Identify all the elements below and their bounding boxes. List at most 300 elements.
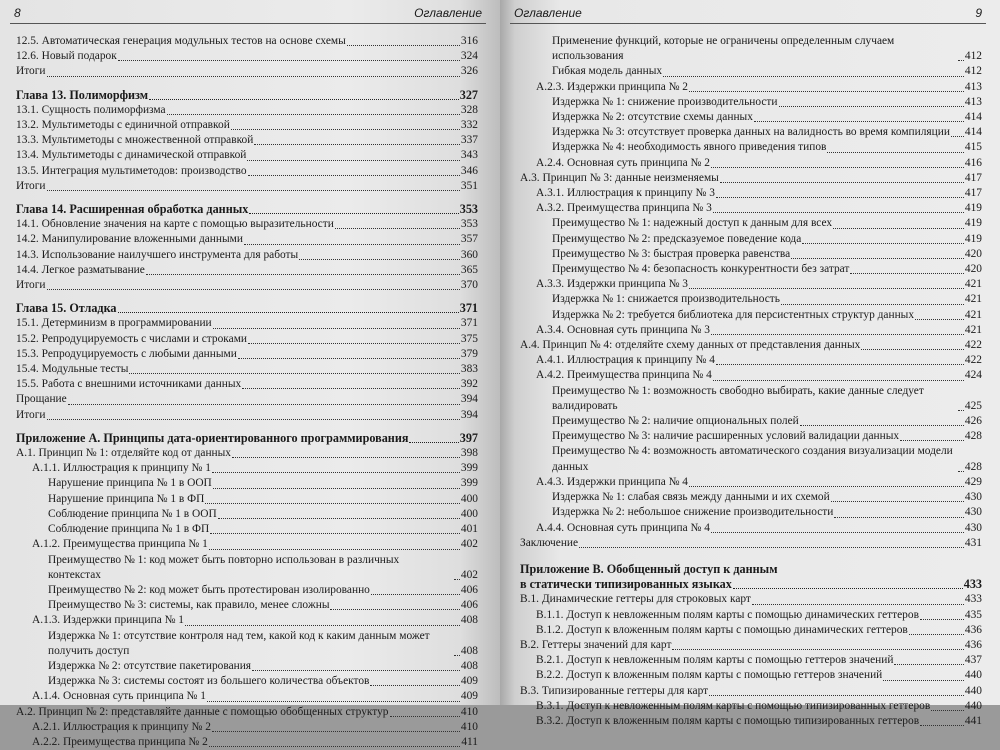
toc-entry[interactable] xyxy=(520,308,982,323)
toc-entry[interactable] xyxy=(520,699,982,714)
toc-entry-title: Преимущество № 1: код может быть повторно использован в различных контекстах xyxy=(48,553,400,581)
toc-chapter-entry[interactable] xyxy=(520,577,982,592)
toc-page-number: 430 xyxy=(964,506,982,519)
toc-page-number: 400 xyxy=(460,492,478,505)
dot-leader xyxy=(207,701,460,702)
toc-entry-title: 14.1. Обновление значения на карте с помощью выразительности xyxy=(16,218,334,231)
dot-leader xyxy=(909,634,964,635)
toc-page-number: 326 xyxy=(460,65,478,78)
toc-entry[interactable] xyxy=(520,444,982,474)
dot-leader xyxy=(231,129,460,130)
toc-page-number: 420 xyxy=(964,247,982,260)
dot-leader xyxy=(716,364,964,365)
toc-entry[interactable] xyxy=(16,232,478,247)
toc-page-number: 343 xyxy=(460,149,478,162)
dot-leader xyxy=(129,373,460,374)
toc-entry-title: Преимущество № 3: наличие расширенных условий валидации данных xyxy=(552,430,900,443)
toc-page-number: 409 xyxy=(460,675,478,688)
toc-entry-title: Приложение А. Принципы дата-ориентированного программирования xyxy=(16,430,409,445)
toc-page-number: 426 xyxy=(964,415,982,428)
toc-entry-title: А.4.1. Иллюстрация к принципу № 4 xyxy=(536,354,715,367)
toc-page-number: 402 xyxy=(460,538,478,551)
toc-entry-title: Преимущество № 1: возможность свободно выбирать, какие данные следует валидировать xyxy=(552,384,924,412)
toc-entry-title: В.1.2. Доступ к вложенным полям карты с помощью динамических геттеров xyxy=(536,623,908,636)
toc-page-number: 417 xyxy=(964,171,982,184)
dot-leader xyxy=(149,99,459,100)
toc-entry-title: 15.1. Детерминизм в программировании xyxy=(16,317,212,330)
toc-page-number: 383 xyxy=(460,363,478,376)
dot-leader xyxy=(244,244,460,245)
right-page xyxy=(500,0,1000,727)
dot-leader xyxy=(370,685,460,686)
page-header xyxy=(0,6,500,26)
dot-leader xyxy=(894,664,963,665)
toc-page-number: 417 xyxy=(964,187,982,200)
toc-page-number: 360 xyxy=(460,248,478,261)
dot-leader xyxy=(118,60,460,61)
toc-entry-title: В.3.2. Доступ к вложенным полям карты с помощью типизированных геттеров xyxy=(536,714,920,727)
toc-entry-title: Итоги xyxy=(16,279,46,292)
dot-leader xyxy=(248,343,460,344)
toc-entry-title: А.2.2. Преимущества принципа № 2 xyxy=(32,735,208,748)
toc-entry[interactable] xyxy=(520,429,982,444)
toc-entry[interactable] xyxy=(16,103,478,118)
toc-page-number: 436 xyxy=(964,623,982,636)
toc-page-number: 327 xyxy=(459,87,478,102)
toc-entry[interactable] xyxy=(520,247,982,262)
dot-leader xyxy=(781,304,964,305)
toc-page-number: 421 xyxy=(964,278,982,291)
toc-entry-title: А.2. Принцип № 2: представляйте данные с помощью обобщенных структур xyxy=(16,705,389,718)
dot-leader xyxy=(47,76,460,77)
toc-entry-title: А.4.2. Преимущества принципа № 4 xyxy=(536,369,712,382)
toc-entry-title: Глава 14. Расширенная обработка данных xyxy=(16,202,249,217)
toc-page-number: 437 xyxy=(964,654,982,667)
toc-page-number: 351 xyxy=(460,179,478,192)
dot-leader xyxy=(915,319,964,320)
dot-leader xyxy=(720,182,964,183)
toc-page-number: 406 xyxy=(460,583,478,596)
toc-entry[interactable] xyxy=(16,735,478,750)
toc-page-number: 419 xyxy=(964,217,982,230)
toc-entry[interactable] xyxy=(16,598,478,613)
toc-page-number: 433 xyxy=(963,577,982,592)
toc-page-number: 414 xyxy=(964,111,982,124)
toc-page-number: 415 xyxy=(964,141,982,154)
dot-leader xyxy=(689,288,964,289)
toc-entry[interactable] xyxy=(520,490,982,505)
dot-leader xyxy=(212,472,460,473)
dot-leader xyxy=(827,152,963,153)
toc-entry[interactable] xyxy=(520,292,982,307)
dot-leader xyxy=(883,680,964,681)
toc-entry-title: А.3. Принцип № 3: данные неизменяемы xyxy=(520,171,719,184)
toc-entry-title: 15.5. Работа с внешними источниками данных xyxy=(16,378,242,391)
toc-entry[interactable] xyxy=(520,80,982,95)
toc-entry-title: А.3.1. Иллюстрация к принципу № 3 xyxy=(536,187,715,200)
toc-page-number: 430 xyxy=(964,521,982,534)
toc-page-number: 410 xyxy=(460,705,478,718)
dot-leader xyxy=(752,604,964,605)
dot-leader xyxy=(252,670,460,671)
toc-entry[interactable] xyxy=(520,536,982,551)
toc-entry-title: В.2.2. Доступ к вложенным полям карты с помощью геттеров значений xyxy=(536,669,883,682)
dot-leader xyxy=(209,549,460,550)
toc-entry-title: Итоги xyxy=(16,408,46,421)
toc-entry-title: Прощание xyxy=(16,393,67,406)
toc-page-number: 430 xyxy=(964,491,982,504)
toc-page-number: 436 xyxy=(964,638,982,651)
dot-leader xyxy=(454,579,460,580)
toc-entry[interactable] xyxy=(520,201,982,216)
toc-entry[interactable] xyxy=(16,278,478,293)
toc-entry[interactable] xyxy=(520,475,982,490)
toc-entry-title: 12.5. Автоматическая генерация модульных тестов на основе схемы xyxy=(16,35,346,47)
toc-entry[interactable] xyxy=(16,332,478,347)
running-title: Оглавление xyxy=(514,6,582,20)
toc-entry-title: Преимущество № 4: возможность автоматического создания визуализации модели данных xyxy=(552,445,953,473)
dot-leader xyxy=(330,609,459,610)
toc-page-number: 408 xyxy=(460,659,478,672)
toc-entry-title: Нарушение принципа № 1 в ФП xyxy=(48,492,205,505)
dot-leader xyxy=(254,144,460,145)
toc-page-number: 337 xyxy=(460,134,478,147)
page-header xyxy=(500,6,1000,26)
toc-chapter-entry[interactable] xyxy=(16,301,478,316)
dot-leader xyxy=(920,725,964,726)
dot-leader xyxy=(205,503,460,504)
toc-page-number: 440 xyxy=(964,684,982,697)
toc-page-number: 422 xyxy=(964,339,982,352)
toc-entry[interactable] xyxy=(520,95,982,110)
toc-entry[interactable] xyxy=(16,522,478,537)
toc-entry[interactable] xyxy=(520,714,982,729)
dot-leader xyxy=(248,175,460,176)
toc-entry[interactable] xyxy=(520,368,982,383)
toc-page-number: 353 xyxy=(459,202,478,217)
toc-entry-title: 15.2. Репродуцируемость с числами и строками xyxy=(16,332,248,345)
toc-entry[interactable] xyxy=(16,316,478,331)
toc-entry[interactable] xyxy=(16,164,478,179)
toc-entry[interactable] xyxy=(16,179,478,194)
dot-leader xyxy=(779,106,964,107)
dot-leader xyxy=(689,91,964,92)
toc-entry-title: 13.3. Мультиметоды с множественной отправкой xyxy=(16,134,254,147)
toc-entry-title: Преимущество № 2: наличие опциональных полей xyxy=(552,415,799,428)
dot-leader xyxy=(68,404,460,405)
toc-entry[interactable] xyxy=(520,353,982,368)
toc-entry-title: Издержка № 2: отсутствие пакетирования xyxy=(48,659,252,672)
toc-list xyxy=(520,34,982,729)
toc-page-number: 332 xyxy=(460,119,478,132)
toc-page-number: 316 xyxy=(460,35,478,47)
toc-entry-title: Издержка № 1: снижение производительности xyxy=(552,95,778,108)
toc-entry-title: Глава 13. Полиморфизм xyxy=(16,87,149,102)
dot-leader xyxy=(249,213,458,214)
toc-entry-title: Соблюдение принципа № 1 в ФП xyxy=(48,523,210,536)
dot-leader xyxy=(900,440,964,441)
dot-leader xyxy=(850,273,964,274)
toc-chapter-entry[interactable] xyxy=(16,431,478,446)
toc-page-number: 414 xyxy=(964,126,982,139)
toc-page-number: 428 xyxy=(964,430,982,443)
toc-entry[interactable] xyxy=(520,608,982,623)
toc-entry-title: А.4.3. Издержки принципа № 4 xyxy=(536,475,689,488)
toc-entry[interactable] xyxy=(520,64,982,79)
toc-entry[interactable] xyxy=(520,638,982,653)
toc-page-number: 412 xyxy=(964,65,982,78)
toc-entry[interactable] xyxy=(16,629,478,659)
toc-entry[interactable] xyxy=(16,507,478,522)
dot-leader xyxy=(371,594,460,595)
toc-entry-title: Преимущество № 2: предсказуемое поведение кода xyxy=(552,232,802,245)
dot-leader xyxy=(733,588,963,589)
toc-entry-title: Издержка № 1: снижается производительность xyxy=(552,293,780,306)
dot-leader xyxy=(920,619,964,620)
dot-leader xyxy=(347,45,460,46)
dot-leader xyxy=(951,136,964,137)
dot-leader xyxy=(579,547,964,548)
toc-page-number: 371 xyxy=(459,301,478,316)
toc-page-number: 346 xyxy=(460,164,478,177)
toc-entry-title: Глава 15. Отладка xyxy=(16,301,117,316)
toc-entry[interactable] xyxy=(520,653,982,668)
toc-entry[interactable] xyxy=(520,277,982,292)
toc-entry[interactable] xyxy=(16,461,478,476)
toc-entry[interactable] xyxy=(16,362,478,377)
toc-entry[interactable] xyxy=(16,392,478,407)
toc-page-number: 421 xyxy=(964,323,982,336)
toc-entry-title: Издержка № 4: необходимость явного приведения типов xyxy=(552,141,827,154)
toc-entry[interactable] xyxy=(16,553,478,583)
dot-leader xyxy=(335,228,460,229)
toc-page-number: 411 xyxy=(461,735,478,748)
toc-entry-title: Издержка № 2: отсутствие схемы данных xyxy=(552,111,753,124)
toc-appendix-title: Приложение B. Обобщенный доступ к данным xyxy=(520,561,778,576)
toc-entry-title: Соблюдение принципа № 1 в ООП xyxy=(48,507,217,520)
toc-entry[interactable] xyxy=(16,248,478,263)
toc-entry-title: 13.2. Мультиметоды с единичной отправкой xyxy=(16,119,230,132)
toc-entry-title: Итоги xyxy=(16,179,46,192)
toc-entry[interactable] xyxy=(16,217,478,232)
dot-leader xyxy=(213,328,460,329)
toc-entry-title: А.3.4. Основная суть принципа № 3 xyxy=(536,323,710,336)
toc-page-number: 440 xyxy=(964,699,982,712)
toc-entry-title: Заключение xyxy=(520,536,579,549)
toc-entry[interactable] xyxy=(520,414,982,429)
toc-entry[interactable] xyxy=(16,347,478,362)
toc-entry-title: А.3.2. Преимущества принципа № 3 xyxy=(536,202,712,215)
toc-entry-title: В.2. Геттеры значений для карт xyxy=(520,638,672,651)
toc-entry[interactable] xyxy=(16,133,478,148)
toc-entry[interactable] xyxy=(520,156,982,171)
toc-entry-title: Издержка № 1: слабая связь между данными и их схемой xyxy=(552,491,830,504)
dot-leader xyxy=(47,190,460,191)
toc-entry[interactable] xyxy=(16,613,478,628)
toc-entry[interactable] xyxy=(520,34,982,64)
toc-entry[interactable] xyxy=(520,216,982,231)
dot-leader xyxy=(247,160,460,161)
toc-entry[interactable] xyxy=(16,705,478,720)
toc-page-number: 421 xyxy=(964,293,982,306)
toc-entry-title: в статически типизированных языках xyxy=(520,577,732,592)
toc-entry[interactable] xyxy=(520,384,982,414)
toc-entry[interactable] xyxy=(16,49,478,64)
toc-page-number: 399 xyxy=(460,477,478,490)
toc-entry-title: 14.3. Использование наилучшего инструмента для работы xyxy=(16,248,299,261)
toc-entry[interactable] xyxy=(520,623,982,638)
dot-leader xyxy=(672,649,963,650)
dot-leader xyxy=(713,380,964,381)
toc-entry-title: 15.4. Модульные тесты xyxy=(16,363,129,376)
page-number: 9 xyxy=(975,6,982,20)
toc-page-number: 410 xyxy=(460,720,478,733)
dot-leader xyxy=(210,533,460,534)
dot-leader xyxy=(167,114,460,115)
toc-entry[interactable] xyxy=(16,674,478,689)
toc-entry[interactable] xyxy=(520,110,982,125)
toc-page-number: 365 xyxy=(460,263,478,276)
toc-page-number: 429 xyxy=(964,475,982,488)
toc-entry-title: В.1.1. Доступ к невложенным полям карты с помощью динамических геттеров xyxy=(536,608,919,621)
toc-entry-title: А.1.2. Преимущества принципа № 1 xyxy=(32,538,208,551)
dot-leader xyxy=(118,312,459,313)
toc-list xyxy=(16,34,478,750)
dot-leader xyxy=(689,486,964,487)
toc-entry[interactable] xyxy=(520,186,982,201)
toc-entry-title: Преимущество № 3: быстрая проверка равенства xyxy=(552,247,791,260)
dot-leader xyxy=(146,274,460,275)
toc-entry-title: А.1.4. Основная суть принципа № 1 xyxy=(32,690,206,703)
dot-leader xyxy=(754,121,964,122)
toc-entry[interactable] xyxy=(16,659,478,674)
header-rule xyxy=(510,23,986,24)
toc-page-number: 400 xyxy=(460,507,478,520)
toc-entry-title: А.2.4. Основная суть принципа № 2 xyxy=(536,156,710,169)
toc-page-number: 409 xyxy=(460,690,478,703)
toc-page-number: 421 xyxy=(964,308,982,321)
toc-page-number: 371 xyxy=(460,317,478,330)
toc-entry-title: А.1.3. Издержки принципа № 1 xyxy=(32,614,185,627)
toc-entry-title: 13.1. Сущность полиморфизма xyxy=(16,103,166,116)
toc-page-number: 375 xyxy=(460,332,478,345)
toc-entry-title: В.3. Типизированные геттеры для карт xyxy=(520,684,709,697)
toc-entry-title: Гибкая модель данных xyxy=(552,65,663,78)
toc-entry[interactable] xyxy=(16,476,478,491)
toc-entry-title: 15.3. Репродуцируемость с любыми данными xyxy=(16,347,237,360)
toc-entry-title: Издержка № 2: небольшое снижение производительности xyxy=(552,506,834,519)
dot-leader xyxy=(931,710,964,711)
page-number: 8 xyxy=(14,6,21,20)
toc-entry[interactable] xyxy=(16,408,478,423)
toc-entry[interactable] xyxy=(16,492,478,507)
toc-entry-title: В.3.1. Доступ к невложенным полям карты с помощью типизированных геттеров xyxy=(536,699,931,712)
toc-entry[interactable] xyxy=(16,118,478,133)
header-rule xyxy=(10,23,486,24)
toc-entry[interactable] xyxy=(520,668,982,683)
dot-leader xyxy=(47,289,460,290)
toc-entry[interactable] xyxy=(16,720,478,735)
dot-leader xyxy=(242,388,460,389)
toc-page-number: 424 xyxy=(964,369,982,382)
toc-entry-title: Итоги xyxy=(16,65,46,78)
toc-page-number: 408 xyxy=(460,644,478,657)
toc-entry[interactable] xyxy=(16,148,478,163)
toc-page-number: 422 xyxy=(964,354,982,367)
toc-entry[interactable] xyxy=(520,521,982,536)
toc-entry[interactable] xyxy=(16,446,478,461)
toc-entry[interactable] xyxy=(520,171,982,186)
dot-leader xyxy=(831,501,964,502)
toc-entry[interactable] xyxy=(520,232,982,247)
dot-leader xyxy=(299,259,460,260)
toc-entry[interactable] xyxy=(520,125,982,140)
toc-entry-title: 14.2. Манипулирование вложенными данными xyxy=(16,233,243,246)
dot-leader xyxy=(791,258,964,259)
toc-entry[interactable] xyxy=(520,323,982,338)
toc-entry-title: 12.6. Новый подарок xyxy=(16,50,117,63)
toc-entry[interactable] xyxy=(520,140,982,155)
toc-entry-title: Применение функций, которые не ограничены определенным случаем использования xyxy=(552,35,895,63)
toc-entry[interactable] xyxy=(520,592,982,607)
dot-leader xyxy=(958,410,964,411)
toc-entry[interactable] xyxy=(520,338,982,353)
toc-page-number: 425 xyxy=(964,399,982,412)
toc-entry-title: Преимущество № 1: надежный доступ к данным для всех xyxy=(552,217,833,230)
toc-entry[interactable] xyxy=(520,262,982,277)
toc-entry-title: А.2.3. Издержки принципа № 2 xyxy=(536,80,689,93)
dot-leader xyxy=(47,419,460,420)
dot-leader xyxy=(185,625,460,626)
toc-chapter-entry[interactable] xyxy=(16,202,478,217)
toc-page-number: 324 xyxy=(460,50,478,63)
dot-leader xyxy=(711,334,964,335)
dot-leader xyxy=(709,695,964,696)
toc-chapter-entry[interactable] xyxy=(16,88,478,103)
dot-leader xyxy=(833,228,964,229)
toc-page-number: 397 xyxy=(459,430,478,445)
toc-entry[interactable] xyxy=(16,537,478,552)
toc-page-number: 416 xyxy=(964,156,982,169)
toc-entry[interactable] xyxy=(520,684,982,699)
toc-entry[interactable] xyxy=(16,583,478,598)
toc-page-number: 428 xyxy=(964,460,982,473)
toc-entry-title: А.1. Принцип № 1: отделяйте код от данных xyxy=(16,447,231,460)
toc-entry-title: 13.4. Мультиметоды с динамической отправкой xyxy=(16,149,247,162)
toc-entry-title: Нарушение принципа № 1 в ООП xyxy=(48,477,212,490)
toc-page-number: 412 xyxy=(964,50,982,63)
toc-entry-title: Преимущество № 4: безопасность конкурентности без затрат xyxy=(552,263,850,276)
toc-entry-title: Издержка № 3: отсутствует проверка данных на валидность во время компиляции xyxy=(552,126,950,139)
toc-page-number: 379 xyxy=(460,347,478,360)
dot-leader xyxy=(834,517,964,518)
dot-leader xyxy=(212,731,460,732)
toc-page-number: 435 xyxy=(964,608,982,621)
dot-leader xyxy=(711,532,964,533)
toc-entry-title: А.4.4. Основная суть принципа № 4 xyxy=(536,521,710,534)
dot-leader xyxy=(454,655,460,656)
toc-page-number: 357 xyxy=(460,233,478,246)
toc-entry[interactable] xyxy=(16,34,478,49)
toc-entry[interactable] xyxy=(16,377,478,392)
toc-entry[interactable] xyxy=(520,505,982,520)
toc-entry[interactable] xyxy=(16,263,478,278)
toc-entry-title: Издержка № 3: системы состоят из большего количества объектов xyxy=(48,675,370,688)
toc-entry[interactable] xyxy=(16,64,478,79)
toc-entry[interactable] xyxy=(16,689,478,704)
toc-page-number: 431 xyxy=(964,536,982,549)
toc-page-number: 394 xyxy=(460,408,478,421)
